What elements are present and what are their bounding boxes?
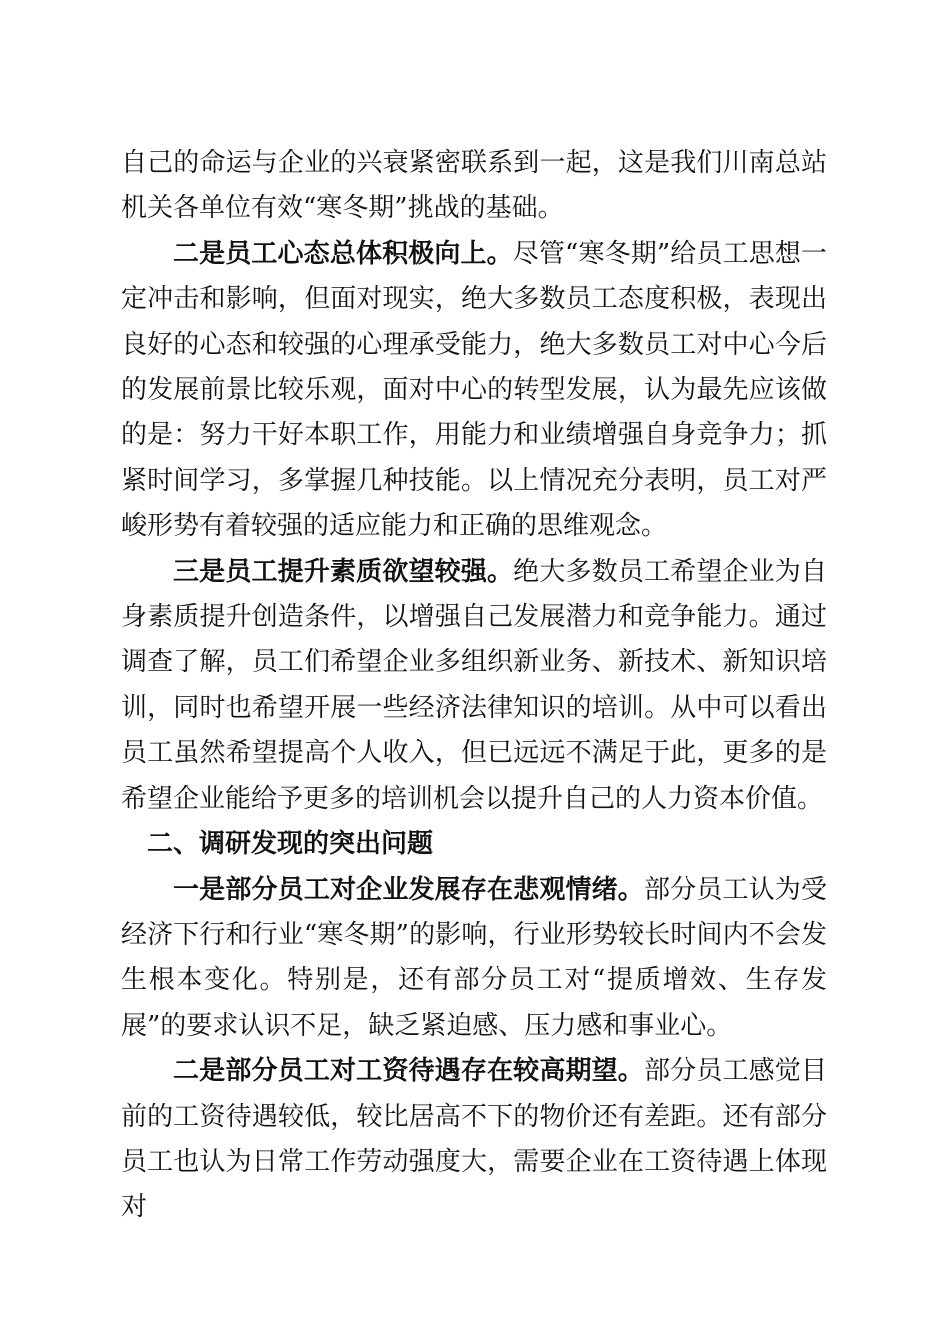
paragraph-mindset xyxy=(121,232,827,550)
paragraph-lead: 三是员工提升素质欲望较强。 xyxy=(173,556,514,587)
paragraph-text: 部分员工认为受经济下行和行业“寒冬期”的影响，行业形势较长时间内不会发生根本变化。特别是，还有部分员工对“提质增效、生存发展”的要求认识不足，缺乏紧迫感、压力感和事业心。 xyxy=(121,874,827,1041)
paragraph-text: 绝大多数员工希望企业为自身素质提升创造条件，以增强自己发展潜力和竞争能力。通过调查了解，员工们希望企业多组织新业务、新技术、新知识培训，同时也希望开展一些经济法律知识的培训。从中可以看出员工虽然希望提高个人收入，但已远远不满足于此，更多的是希望企业能给予更多的培训机会以提升自己的人力资本价值。 xyxy=(121,556,827,814)
paragraph-continued xyxy=(121,141,827,232)
paragraph-wages xyxy=(121,1049,827,1231)
paragraph-lead: 二是部分员工对工资待遇存在较高期望。 xyxy=(173,1056,644,1087)
document-page xyxy=(121,141,827,1231)
section-heading: 二、调研发现的突出问题 xyxy=(147,829,434,860)
paragraph-quality xyxy=(121,550,827,822)
paragraph-text: 部分员工感觉目前的工资待遇较低，较比居高不下的物价还有差距。还有部分员工也认为日常工作劳动强度大，需要企业在工资待遇上体现对 xyxy=(121,1056,827,1223)
paragraph-text: 自己的命运与企业的兴衰紧密联系到一起，这是我们川南总站机关各单位有效“寒冬期”挑战的基础。 xyxy=(121,148,827,224)
paragraph-lead: 二是员工心态总体积极向上。 xyxy=(173,238,513,269)
paragraph-text: 尽管“寒冬期”给员工思想一定冲击和影响，但面对现实，绝大多数员工态度积极，表现出良好的心态和较强的心理承受能力，绝大多数员工对中心今后的发展前景比较乐观，面对中心的转型发展，认为最先应该做的是：努力干好本职工作，用能力和业绩增强自身竞争力；抓紧时间学习，多掌握几种技能。以上情况充分表明，员工对严峻形势有着较强的适应能力和正确的思维观念。 xyxy=(121,238,827,542)
paragraph-lead: 一是部分员工对企业发展存在悲观情绪。 xyxy=(173,874,644,905)
paragraph-pessimism xyxy=(121,868,827,1050)
